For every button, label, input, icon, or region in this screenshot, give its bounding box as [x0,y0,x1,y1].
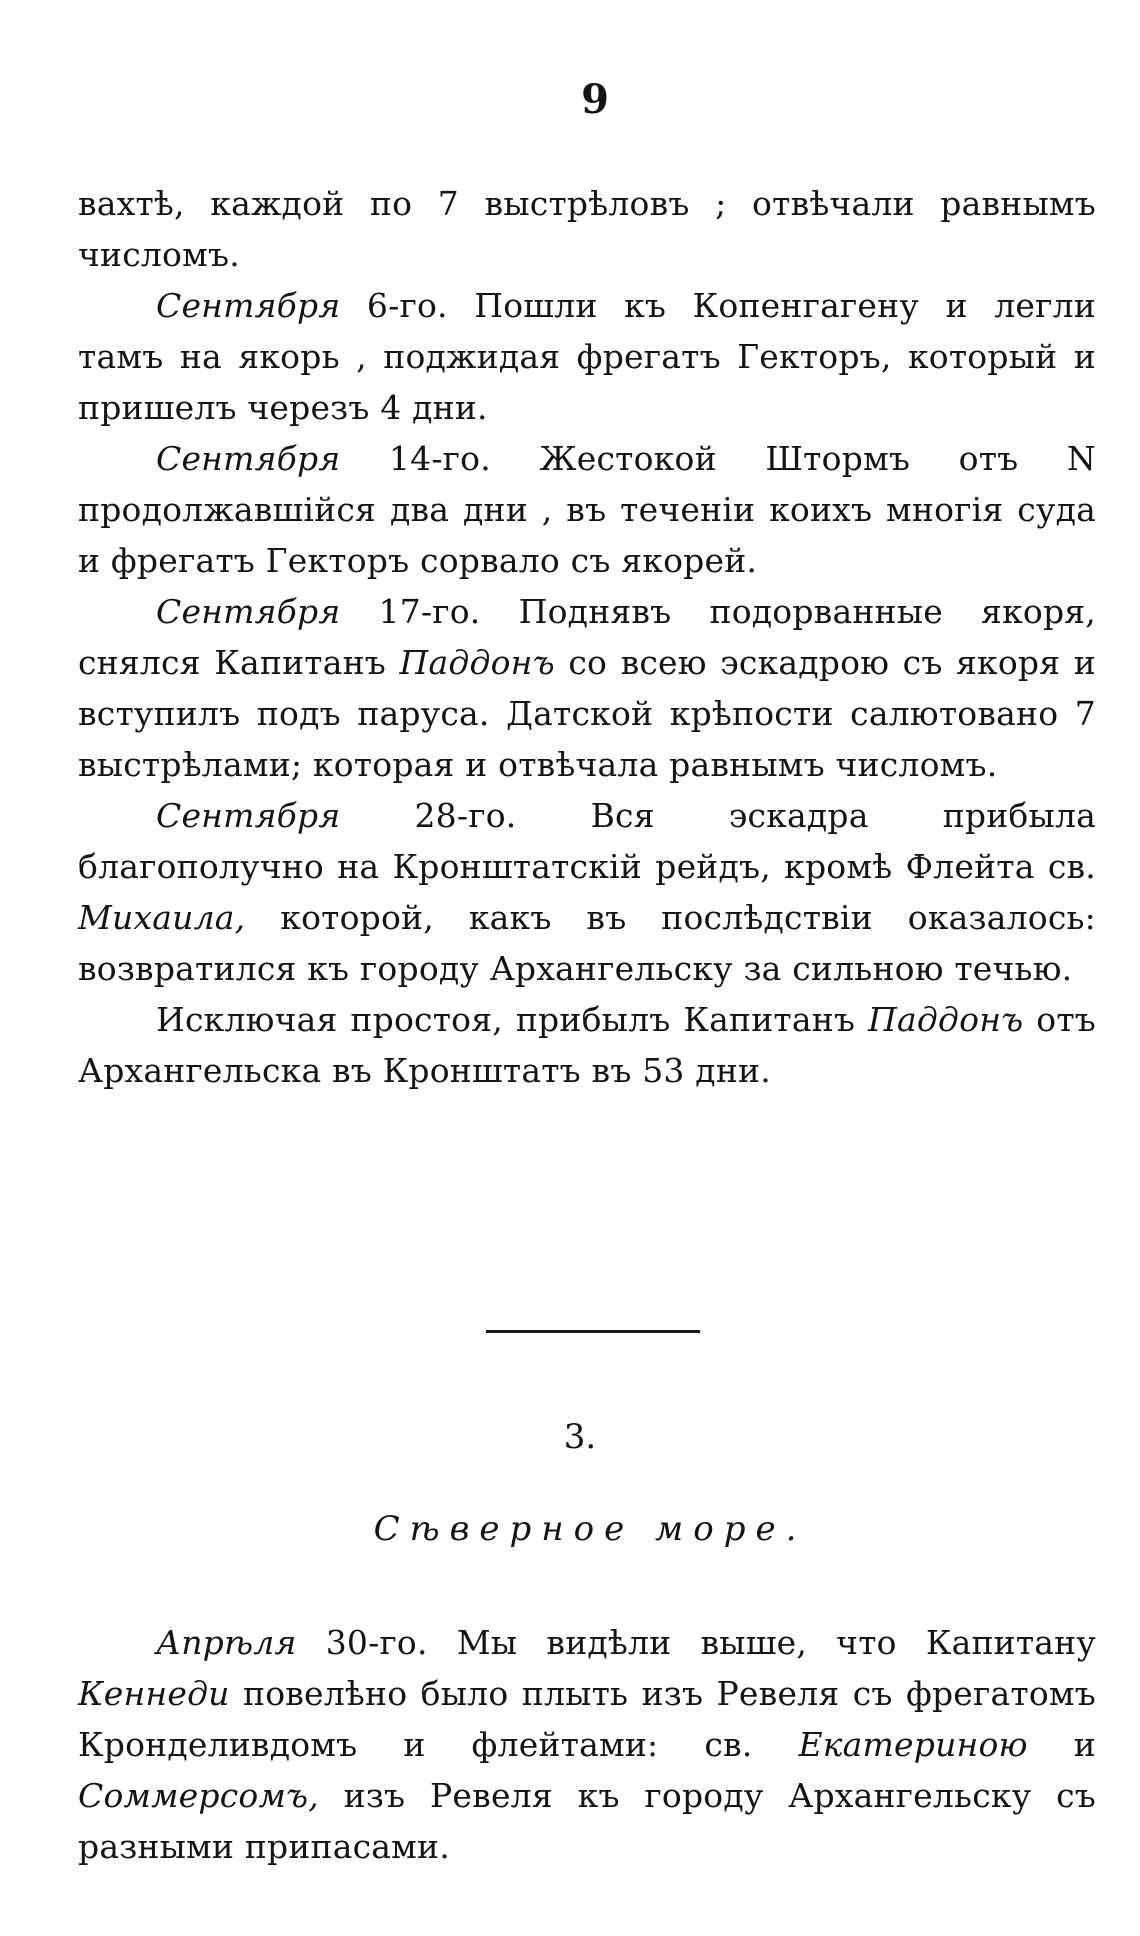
paragraph-text: Исключая простоя, прибылъ Капитанъ [156,1000,869,1039]
paragraph-text: со всею эскадрою съ якоря и вступилъ подъ паруса. Датской крѣпости салютовано 7 выстрѣлами; которая и отвѣчала равнымъ числомъ. [78,643,1096,784]
paragraph-text: отъ Архангельска въ Кронштатъ въ 53 дни. [78,1000,1096,1090]
paragraph-september-6 [78,280,1096,433]
paragraph-text: 17-го. Поднявъ подорванные якоря, снялся Капитанъ [78,592,1096,682]
date-label: Сентября [156,286,341,325]
paragraph-september-14 [78,433,1096,586]
paragraph-text: и [1027,1725,1096,1764]
page-number: 9 [581,76,609,123]
paragraph-continuation [78,178,1096,280]
person-name: Паддонъ [868,1000,1024,1039]
paragraph-summary [78,994,1096,1096]
section-number: 3. [563,1417,597,1457]
person-name: Паддонъ [399,643,555,682]
ship-name: Михаила, [78,898,246,937]
section-title: Сѣверное море. [373,1509,807,1549]
date-label: Сентября [156,439,341,478]
paragraph-text: 28-го. Вся эскадра прибыла благополучно на Кронштатскій рейдъ, кромѣ Флейта св. [78,796,1096,886]
paragraph-text: 30-го. Мы видѣли выше, что Капитану [296,1623,1096,1662]
main-text [78,178,1096,1096]
paragraph-september-17 [78,586,1096,790]
date-label: Апрѣля [156,1623,297,1662]
paragraph-text: 6-го. Пошли къ Копенгагену и легли тамъ на якорь , поджидая фрегатъ Гекторъ, который и пришелъ черезъ 4 дни. [78,286,1096,427]
date-label: Сентября [156,796,341,835]
paragraph-text: 14-го. Жестокой Штормъ отъ N продолжавшійся два дни , въ теченіи коихъ многія суда и фрегатъ Гекторъ сорвало съ якорей. [78,439,1096,580]
paragraph-september-28 [78,790,1096,994]
section-text [78,1617,1096,1872]
paragraph-text: изъ Ревеля къ городу Архангельску съ разными припасами. [78,1776,1096,1866]
paragraph-text: вахтѣ, каждой по 7 выстрѣловъ ; отвѣчали равнымъ числомъ. [78,184,1096,274]
paragraph-text: повелѣно было плыть изъ Ревеля съ фрегатомъ Кронделивдомъ и флейтами: св. [78,1674,1096,1764]
paragraph-text: которой, какъ въ послѣдствіи оказалось: возвратился къ городу Архангельску за сильною течью. [78,898,1096,988]
paragraph-april-30 [78,1617,1096,1872]
ship-name: Екатериною [798,1725,1028,1764]
person-name: Кеннеди [78,1674,230,1713]
ship-name: Соммерсомъ, [78,1776,319,1815]
date-label: Сентября [156,592,341,631]
section-divider [486,1330,700,1333]
